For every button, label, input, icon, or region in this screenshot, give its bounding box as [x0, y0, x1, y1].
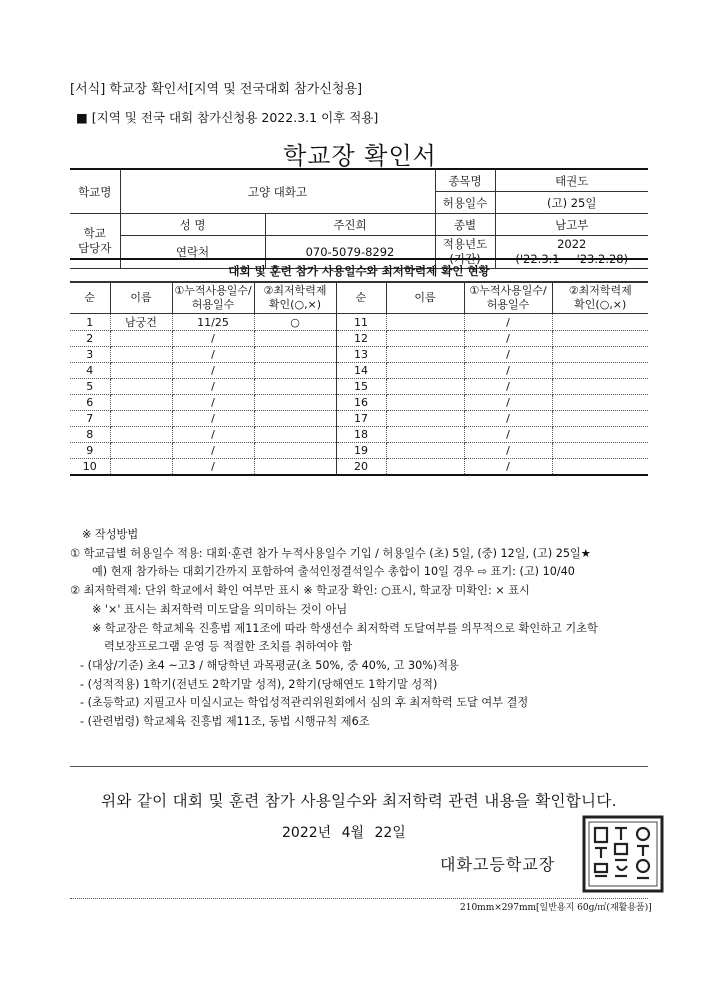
contact-label: 연락처	[120, 236, 265, 269]
col-check	[254, 282, 336, 314]
name-value: 주진희	[265, 214, 435, 236]
row-no: 1	[70, 314, 110, 331]
row-no-2: 15	[336, 379, 386, 395]
col-days-line2: 허용일수	[191, 297, 235, 311]
row-check-2	[552, 459, 648, 476]
row-no: 2	[70, 331, 110, 347]
instruction-line: ② 최저학력제: 단위 학교에서 확인 여부만 표시 ※ 학교장 확인: ○표시, 학교장 미확인: × 표시	[70, 584, 530, 598]
row-days: /	[172, 363, 254, 379]
row-name-2	[386, 459, 464, 476]
row-check	[254, 331, 336, 347]
category-label: 종별	[435, 214, 495, 236]
row-days-2: /	[464, 379, 552, 395]
row-check	[254, 443, 336, 459]
row-check-2	[552, 411, 648, 427]
row-days-2: /	[464, 427, 552, 443]
col-name: 이름	[110, 282, 172, 314]
row-check	[254, 363, 336, 379]
row-days: /	[172, 411, 254, 427]
row-name	[110, 411, 172, 427]
row-check	[254, 347, 336, 363]
instruction-line: ① 학교급별 허용일수 적용: 대회·훈련 참가 누적사용일수 기입 / 허용일수 (초) 5일, (중) 12일, (고) 25일★	[70, 546, 591, 560]
row-days-2: /	[464, 459, 552, 476]
row-name-2	[386, 347, 464, 363]
row-check	[254, 411, 336, 427]
row-no-2: 12	[336, 331, 386, 347]
col-check-line1: ②최저학력제	[263, 283, 327, 297]
name-label: 성 명	[120, 214, 265, 236]
row-check-2	[552, 331, 648, 347]
table-row	[70, 379, 648, 395]
row-check-2	[552, 314, 648, 331]
row-check: ○	[254, 314, 336, 331]
col-check-line2: 확인(○,×)	[268, 297, 322, 311]
row-days-2: /	[464, 443, 552, 459]
table-row	[70, 314, 648, 331]
row-name	[110, 331, 172, 347]
principal-signature: 대화고등학교장	[440, 855, 556, 874]
status-table	[70, 281, 648, 476]
table-row	[70, 443, 648, 459]
row-no-2: 18	[336, 427, 386, 443]
row-no: 7	[70, 411, 110, 427]
row-days-2: /	[464, 395, 552, 411]
col-check-2	[552, 282, 648, 314]
info-table	[70, 168, 648, 269]
row-name	[110, 443, 172, 459]
row-name-2	[386, 427, 464, 443]
days-value: (고) 25일	[495, 192, 648, 214]
row-days-2: /	[464, 363, 552, 379]
contact-value: 070-5079-8292	[265, 236, 435, 269]
row-check	[254, 427, 336, 443]
status-title: 대회 및 훈련 참가 사용일수와 최저학력제 확인 현황	[70, 258, 648, 283]
row-days: /	[172, 379, 254, 395]
row-name-2	[386, 331, 464, 347]
row-name: 남궁건	[110, 314, 172, 331]
category-value: 남고부	[495, 214, 648, 236]
instruction-line: - (관련법령) 학교체육 진흥법 제11조, 동법 시행규칙 제6조	[80, 715, 370, 729]
col-check-2-line2: 확인(○,×)	[574, 297, 627, 311]
year-value-line1: 2022	[557, 237, 587, 251]
issue-date: 2022년 4월 22일	[282, 825, 406, 841]
table-row	[70, 363, 648, 379]
row-name	[110, 395, 172, 411]
row-check	[254, 395, 336, 411]
form-label: [서식] 학교장 확인서[지역 및 전국대회 참가신청용]	[70, 82, 363, 97]
table-row	[70, 347, 648, 363]
row-name-2	[386, 411, 464, 427]
row-name	[110, 459, 172, 476]
row-days: /	[172, 395, 254, 411]
page-title: 학교장 확인서	[283, 142, 437, 170]
row-no-2: 19	[336, 443, 386, 459]
year-label-line1: 적용년도	[442, 237, 488, 251]
row-days: /	[172, 347, 254, 363]
col-no: 순	[70, 282, 110, 314]
table-row	[70, 411, 648, 427]
table-row	[70, 331, 648, 347]
official-seal-icon	[581, 814, 665, 894]
instruction-line: - (성적적용) 1학기(전년도 2학기말 성적), 2학기(당해연도 1학기말 성적)	[80, 677, 438, 691]
row-name	[110, 379, 172, 395]
instruction-line: - (대상/기준) 초4 ~고3 / 해당학년 과목평균(초 50%, 중 40%, 고 30%)적용	[80, 658, 459, 672]
divider	[70, 898, 648, 899]
row-no: 10	[70, 459, 110, 476]
row-no-2: 20	[336, 459, 386, 476]
instruction-line: - (초등학교) 지필고사 미실시교는 학업성적관리위원회에서 심의 후 최저학력 도달 여부 결정	[80, 696, 529, 710]
row-no-2: 14	[336, 363, 386, 379]
col-days-2-line1: ①누적사용일수/	[469, 283, 547, 297]
row-days: /	[172, 443, 254, 459]
col-name-2: 이름	[386, 282, 464, 314]
event-label: 종목명	[435, 169, 495, 192]
form-note: ■ [지역 및 전국 대회 참가신청용 2022.3.1 이후 적용]	[76, 110, 379, 125]
row-name-2	[386, 379, 464, 395]
row-check	[254, 459, 336, 476]
staff-label-line2: 담당자	[78, 241, 112, 255]
row-days: /	[172, 427, 254, 443]
school-label: 학교명	[70, 169, 120, 214]
col-days	[172, 282, 254, 314]
row-check-2	[552, 363, 648, 379]
row-days-2: /	[464, 411, 552, 427]
row-days: 11/25	[172, 314, 254, 331]
row-name-2	[386, 443, 464, 459]
year-label-line2: (기간)	[449, 252, 481, 266]
row-name	[110, 347, 172, 363]
instructions-heading: ※ 작성방법	[82, 528, 139, 541]
row-days-2: /	[464, 331, 552, 347]
instructions	[70, 526, 688, 732]
instruction-line: 력보장프로그램 운영 등 적절한 조치를 취하여야 함	[104, 640, 353, 654]
row-days-2: /	[464, 347, 552, 363]
staff-label-line1: 학교	[83, 226, 106, 240]
table-row	[70, 427, 648, 443]
table-row	[70, 459, 648, 476]
row-check	[254, 379, 336, 395]
col-days-2-line2: 허용일수	[486, 297, 530, 311]
row-no: 3	[70, 347, 110, 363]
row-days-2: /	[464, 314, 552, 331]
row-check-2	[552, 443, 648, 459]
row-name	[110, 363, 172, 379]
table-row	[70, 395, 648, 411]
row-name-2	[386, 314, 464, 331]
confirmation-statement: 위와 같이 대회 및 훈련 참가 사용일수와 최저학력 관련 내용을 확인합니다.	[101, 792, 617, 810]
row-no-2: 17	[336, 411, 386, 427]
row-no-2: 11	[336, 314, 386, 331]
row-name-2	[386, 363, 464, 379]
instruction-line: 예) 현재 참가하는 대회기간까지 포함하여 출석인정결석일수 총합이 10일 경우 ⇨ 표기: (고) 10/40	[92, 565, 575, 579]
col-days-2	[464, 282, 552, 314]
row-check-2	[552, 347, 648, 363]
year-value-line2: ('22.3.1 ~ '23.2.28)	[515, 252, 629, 266]
row-check-2	[552, 395, 648, 411]
row-no: 8	[70, 427, 110, 443]
row-no-2: 13	[336, 347, 386, 363]
row-check-2	[552, 427, 648, 443]
instruction-line: ※ 학교장은 학교체육 진흥법 제11조에 따라 학생선수 최저학력 도달여부를 의무적으로 확인하고 기초학	[92, 621, 598, 635]
row-no: 4	[70, 363, 110, 379]
col-no-2: 순	[336, 282, 386, 314]
row-no: 5	[70, 379, 110, 395]
row-no-2: 16	[336, 395, 386, 411]
row-no: 6	[70, 395, 110, 411]
instruction-line: ※ '×' 표시는 최저학력 미도달을 의미하는 것이 아님	[92, 602, 348, 616]
row-days: /	[172, 459, 254, 476]
school-value: 고양 대화고	[120, 169, 435, 214]
row-name	[110, 427, 172, 443]
row-days: /	[172, 331, 254, 347]
event-value: 태권도	[495, 169, 648, 192]
col-days-line1: ①누적사용일수/	[174, 283, 252, 297]
paper-spec: 210mm×297mm[일반용지 60g/㎡(재활용품)]	[460, 903, 652, 913]
row-no: 9	[70, 443, 110, 459]
row-name-2	[386, 395, 464, 411]
row-check-2	[552, 379, 648, 395]
col-check-2-line1: ②최저학력제	[568, 283, 632, 297]
days-label: 허용일수	[435, 192, 495, 214]
divider	[70, 766, 648, 767]
